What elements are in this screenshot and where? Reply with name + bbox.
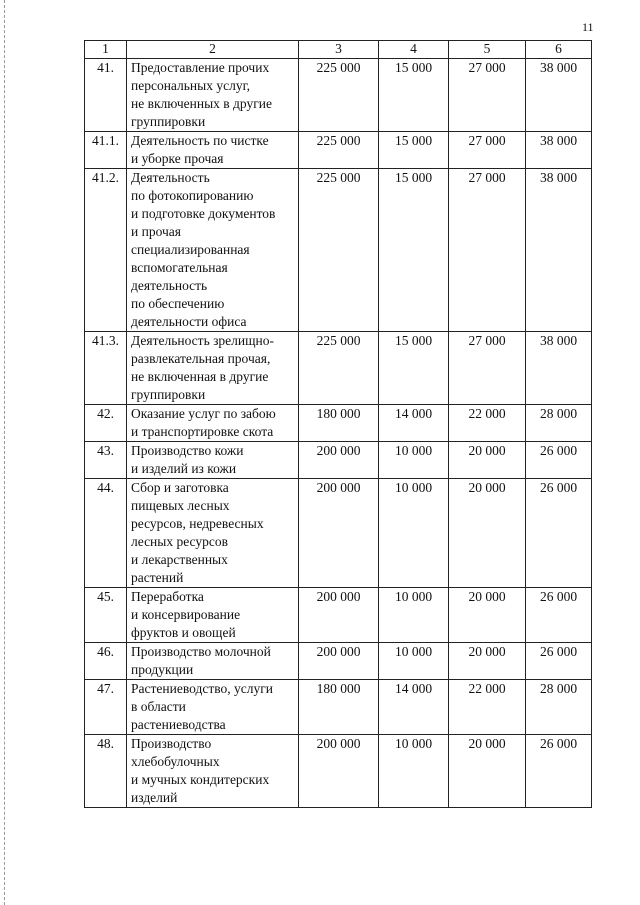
value-col5-cell: 20 000	[449, 643, 526, 680]
table-row	[85, 169, 592, 332]
table-row	[85, 59, 592, 132]
table-row	[85, 132, 592, 169]
value-col4-cell: 14 000	[379, 405, 449, 442]
value-col5-cell: 27 000	[449, 169, 526, 332]
value-col6-cell: 26 000	[526, 643, 592, 680]
value-col3-cell: 225 000	[299, 132, 379, 169]
rates-table	[84, 40, 592, 808]
value-col6-cell: 28 000	[526, 680, 592, 735]
value-col5-cell: 27 000	[449, 132, 526, 169]
activity-description-cell: Предоставление прочих персональных услуг, не включенных в другие группировки	[127, 59, 299, 132]
activity-description-cell: Переработка и консервирование фруктов и овощей	[127, 588, 299, 643]
column-header-6: 6	[526, 41, 592, 59]
table-row	[85, 588, 592, 643]
row-number-cell: 45.	[85, 588, 127, 643]
binding-edge-line	[4, 0, 5, 905]
value-col3-cell: 200 000	[299, 735, 379, 808]
table-row	[85, 735, 592, 808]
value-col3-cell: 200 000	[299, 588, 379, 643]
table-body	[85, 59, 592, 808]
row-number-cell: 41.	[85, 59, 127, 132]
value-col5-cell: 20 000	[449, 735, 526, 808]
table-row	[85, 643, 592, 680]
value-col3-cell: 200 000	[299, 643, 379, 680]
activity-description-cell: Производство хлебобулочных и мучных кондитерских изделий	[127, 735, 299, 808]
value-col4-cell: 10 000	[379, 442, 449, 479]
page-number: 11	[582, 20, 594, 34]
row-number-cell: 42.	[85, 405, 127, 442]
value-col5-cell: 27 000	[449, 59, 526, 132]
value-col3-cell: 180 000	[299, 405, 379, 442]
table-row	[85, 332, 592, 405]
table-header-row	[85, 41, 592, 59]
value-col4-cell: 10 000	[379, 643, 449, 680]
row-number-cell: 48.	[85, 735, 127, 808]
table-row	[85, 405, 592, 442]
value-col3-cell: 180 000	[299, 680, 379, 735]
row-number-cell: 44.	[85, 479, 127, 588]
value-col3-cell: 225 000	[299, 332, 379, 405]
activity-description-cell: Растениеводство, услуги в области растениеводства	[127, 680, 299, 735]
value-col6-cell: 38 000	[526, 169, 592, 332]
table-row	[85, 442, 592, 479]
activity-description-cell: Производство кожи и изделий из кожи	[127, 442, 299, 479]
table-row	[85, 680, 592, 735]
value-col3-cell: 225 000	[299, 59, 379, 132]
value-col4-cell: 15 000	[379, 169, 449, 332]
value-col4-cell: 15 000	[379, 332, 449, 405]
value-col5-cell: 20 000	[449, 442, 526, 479]
column-header-4: 4	[379, 41, 449, 59]
value-col4-cell: 15 000	[379, 59, 449, 132]
column-header-3: 3	[299, 41, 379, 59]
value-col6-cell: 26 000	[526, 479, 592, 588]
value-col6-cell: 26 000	[526, 588, 592, 643]
row-number-cell: 47.	[85, 680, 127, 735]
value-col3-cell: 200 000	[299, 442, 379, 479]
value-col4-cell: 10 000	[379, 479, 449, 588]
activity-description-cell: Производство молочной продукции	[127, 643, 299, 680]
activity-description-cell: Сбор и заготовка пищевых лесных ресурсов, недревесных лесных ресурсов и лекарственных растений	[127, 479, 299, 588]
value-col4-cell: 14 000	[379, 680, 449, 735]
value-col5-cell: 27 000	[449, 332, 526, 405]
value-col6-cell: 38 000	[526, 59, 592, 132]
activity-description-cell: Оказание услуг по забою и транспортировке скота	[127, 405, 299, 442]
activity-description-cell: Деятельность по чистке и уборке прочая	[127, 132, 299, 169]
column-header-2: 2	[127, 41, 299, 59]
value-col4-cell: 10 000	[379, 735, 449, 808]
value-col4-cell: 10 000	[379, 588, 449, 643]
activity-description-cell: Деятельность зрелищно- развлекательная прочая, не включенная в другие группировки	[127, 332, 299, 405]
column-header-5: 5	[449, 41, 526, 59]
value-col5-cell: 20 000	[449, 588, 526, 643]
row-number-cell: 41.1.	[85, 132, 127, 169]
value-col5-cell: 22 000	[449, 405, 526, 442]
row-number-cell: 41.3.	[85, 332, 127, 405]
value-col4-cell: 15 000	[379, 132, 449, 169]
row-number-cell: 43.	[85, 442, 127, 479]
table-row	[85, 479, 592, 588]
activity-description-cell: Деятельность по фотокопированию и подготовке документов и прочая специализированная вспомогательная деятельность по обеспечению деятельности офиса	[127, 169, 299, 332]
value-col6-cell: 28 000	[526, 405, 592, 442]
column-header-1: 1	[85, 41, 127, 59]
value-col5-cell: 20 000	[449, 479, 526, 588]
value-col6-cell: 26 000	[526, 442, 592, 479]
value-col6-cell: 38 000	[526, 332, 592, 405]
value-col5-cell: 22 000	[449, 680, 526, 735]
value-col6-cell: 26 000	[526, 735, 592, 808]
value-col6-cell: 38 000	[526, 132, 592, 169]
row-number-cell: 41.2.	[85, 169, 127, 332]
row-number-cell: 46.	[85, 643, 127, 680]
value-col3-cell: 225 000	[299, 169, 379, 332]
value-col3-cell: 200 000	[299, 479, 379, 588]
